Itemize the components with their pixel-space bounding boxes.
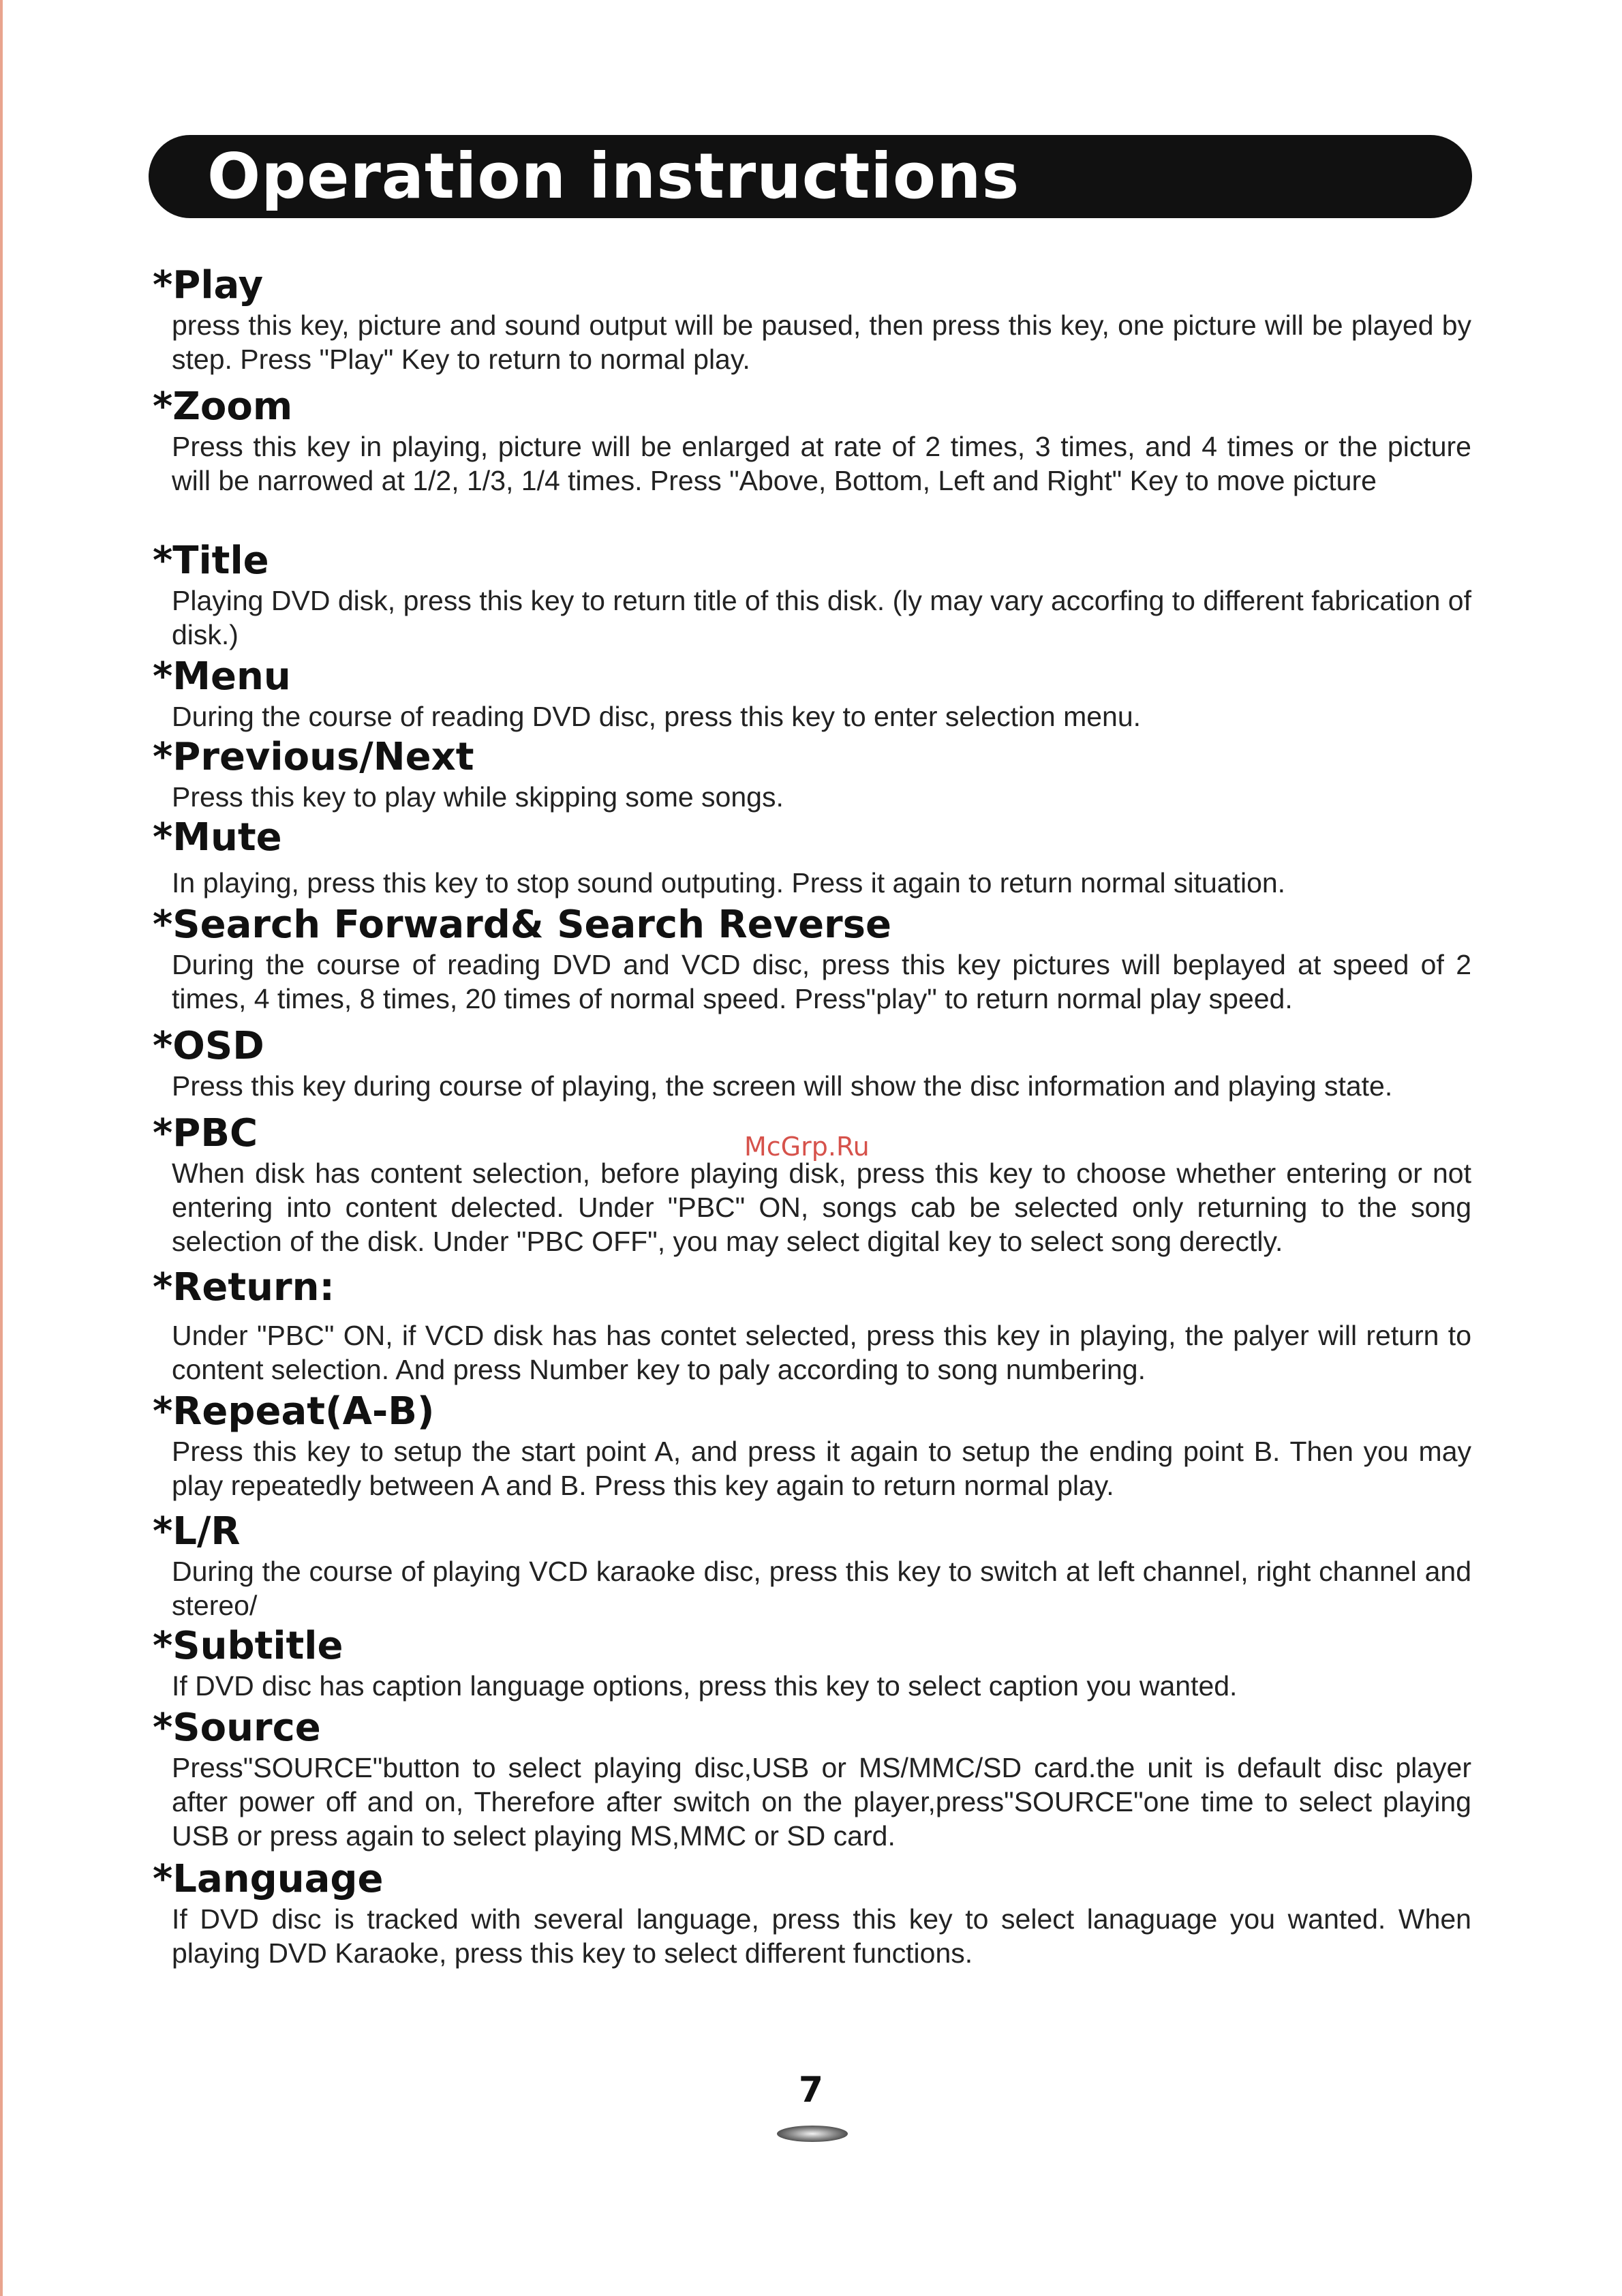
section-heading: *Mute — [153, 815, 282, 860]
section-language — [153, 1857, 1471, 1970]
section-play — [153, 263, 1471, 376]
section-body: Playing DVD disk, press this key to return title of this disk. (ly may vary accorfing to different fabrication of disk.) — [172, 585, 1471, 650]
section-heading: *PBC — [153, 1111, 258, 1155]
section-heading: *L/R — [153, 1509, 241, 1554]
section-heading: *Search Forward& Search Reverse — [153, 903, 891, 947]
section-body: Press"SOURCE"button to select playing disc,USB or MS/MMC/SD card.the unit is default disc player after power off and on, Therefore after switch on the player,press"SOURCE"one time to select playing USB or press again to select playing MS,MMC or SD card. — [172, 1752, 1471, 1852]
section-heading: *Zoom — [153, 384, 293, 429]
section-heading: *Repeat(A-B) — [153, 1389, 435, 1434]
section-previous-next — [153, 735, 1471, 814]
section-body: During the course of playing VCD karaoke disc, press this key to switch at left channel, right channel and stereo/ — [172, 1556, 1471, 1621]
section-body: Press this key to setup the start point A, and press it again to setup the ending point B. Then you may play repeatedly between A and B. Press this key again to return normal play. — [172, 1436, 1471, 1501]
section-heading: *Previous/Next — [153, 735, 474, 779]
page-ornament-icon — [777, 2126, 848, 2142]
section-body: Under "PBC" ON, if VCD disk has has contet selected, press this key in playing, the palyer will return to content selection. And press Number key to paly according to song numbering. — [172, 1320, 1471, 1385]
section-body: If DVD disc has caption language options, press this key to select caption you wanted. — [172, 1670, 1238, 1702]
section-heading: *Source — [153, 1706, 321, 1750]
page-edge — [0, 0, 3, 2296]
section-title — [153, 539, 1471, 652]
section-heading: *Subtitle — [153, 1624, 343, 1668]
section-heading: *Play — [153, 263, 264, 307]
section-menu — [153, 654, 1471, 734]
section-body: press this key, picture and sound output will be paused, then press this key, one picture will be played by step. Press "Play" Key to return to normal play. — [172, 309, 1471, 375]
section-zoom — [153, 384, 1471, 498]
page-title: Operation instructions — [207, 140, 1020, 213]
section-body: When disk has content selection, before playing disk, press this key to choose whether entering or not entering into content delected. Under "PBC" ON, songs cab be selected only returning to the song selection of the disk. Under "PBC OFF", you may select digital key to select song derectly. — [172, 1158, 1471, 1257]
section-mute — [153, 815, 1471, 900]
section-body: If DVD disc is tracked with several language, press this key to select lanaguage you wanted. When playing DVD Karaoke, press this key to select different functions. — [172, 1903, 1471, 1969]
section-lr — [153, 1509, 1471, 1622]
section-body: Press this key in playing, picture will be enlarged at rate of 2 times, 3 times, and 4 times or the picture will be narrowed at 1/2, 1/3, 1/4 times. Press "Above, Bottom, Left and Right" Key to move picture — [172, 431, 1471, 496]
section-body: Press this key to play while skipping some songs. — [172, 781, 784, 813]
header-banner — [149, 135, 1472, 218]
section-osd — [153, 1024, 1471, 1103]
page-number: 7 — [798, 2070, 824, 2111]
section-heading: *Return: — [153, 1265, 335, 1310]
watermark: McGrp.Ru — [744, 1132, 870, 1162]
section-search — [153, 903, 1471, 1016]
section-source — [153, 1706, 1471, 1853]
section-heading: *Title — [153, 539, 269, 583]
section-heading: *Menu — [153, 654, 291, 699]
section-body: Press this key during course of playing, the screen will show the disc information and playing state. — [172, 1070, 1393, 1102]
section-repeat-ab — [153, 1389, 1471, 1502]
section-subtitle — [153, 1624, 1471, 1703]
section-body: During the course of reading DVD and VCD disc, press this key pictures will beplayed at speed of 2 times, 4 times, 8 times, 20 times of normal speed. Press"play" to return normal play speed. — [172, 949, 1471, 1014]
section-heading: *Language — [153, 1857, 384, 1901]
section-body: During the course of reading DVD disc, press this key to enter selection menu. — [172, 701, 1142, 732]
section-heading: *OSD — [153, 1024, 264, 1068]
section-body: In playing, press this key to stop sound outputing. Press it again to return normal situation. — [172, 867, 1286, 898]
section-return — [153, 1265, 1471, 1387]
